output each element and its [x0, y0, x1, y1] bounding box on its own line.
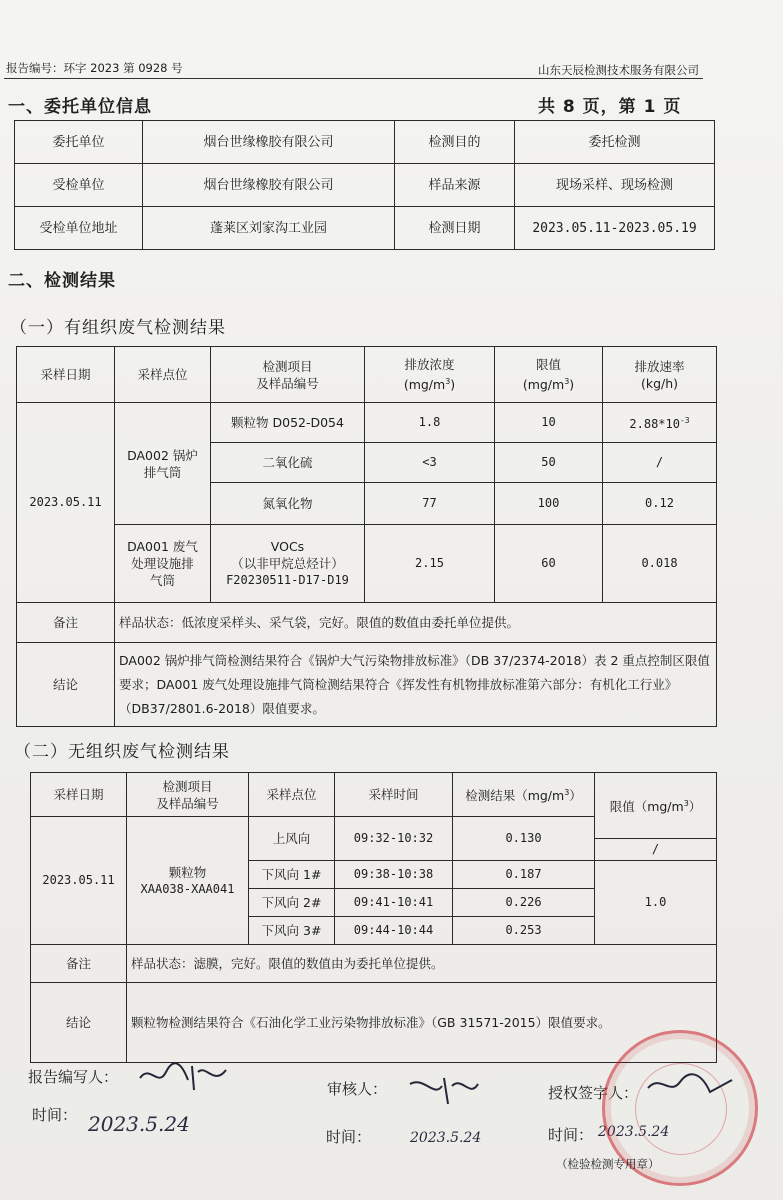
unit-close: ） [569, 788, 582, 804]
limit-cell: / [595, 839, 717, 861]
remark-label: 备注 [17, 603, 115, 643]
result-cell: 0.253 [453, 917, 595, 945]
approver-label: 授权签字人： [548, 1084, 639, 1102]
result-cell: 0.130 [453, 817, 595, 861]
label-cell: 检测日期 [395, 207, 515, 250]
column-header [453, 773, 595, 817]
table-row [17, 403, 717, 443]
header-line: 排放速率 [634, 358, 685, 374]
point-line: 气筒 [149, 573, 175, 588]
remark-label: 备注 [31, 945, 127, 983]
time-cell: 09:38-10:38 [335, 861, 453, 889]
conclusion-text: 颗粒物检测结果符合《石油化学工业污染物排放标准》（GB 31571-2015）限值要求。 [127, 983, 717, 1063]
company-name: 山东天辰检测技术服务有限公司 [538, 63, 699, 77]
item-line: 颗粒物 [168, 864, 207, 880]
writer-date: 2023.5.24 [88, 1112, 190, 1136]
unit-superscript: 3 [564, 788, 570, 798]
result-cell: 0.226 [453, 889, 595, 917]
remark-row [31, 945, 717, 983]
conclusion-row [17, 643, 717, 727]
rate-cell: / [603, 443, 717, 483]
unit-superscript: 3 [564, 376, 570, 386]
point-cell: 上风向 [249, 817, 335, 861]
unit-text: (mg/m [403, 377, 446, 393]
column-header [595, 773, 717, 839]
item-line: F20230511-D17-D19 [226, 573, 349, 587]
remark-row [17, 603, 717, 643]
client-info-table [14, 120, 715, 250]
item-cell [211, 525, 365, 603]
writer-time-label: 时间： [32, 1106, 78, 1124]
column-header [211, 347, 365, 403]
header-line: (kg/h) [640, 375, 679, 391]
header-line: 检测项目 [262, 358, 313, 374]
conc-cell: 1.8 [365, 403, 495, 443]
item-cell [127, 817, 249, 945]
column-header: 采样点位 [115, 347, 211, 403]
stamp-note: （检验检测专用章） [556, 1157, 660, 1171]
column-header [603, 347, 717, 403]
column-header [365, 347, 495, 403]
rate-cell [603, 403, 717, 443]
conc-cell: 77 [365, 483, 495, 525]
rate-cell: 0.018 [603, 525, 717, 603]
conc-cell: 2.15 [365, 525, 495, 603]
header-divider [4, 78, 703, 79]
subsection2-title: （二）无组织废气检测结果 [14, 742, 230, 762]
conc-cell: <3 [365, 443, 495, 483]
limit-cell: 50 [495, 443, 603, 483]
value-cell: 委托检测 [515, 121, 715, 164]
value-cell: 现场采样、现场检测 [515, 164, 715, 207]
point-cell: 下风向 3# [249, 917, 335, 945]
remark-text: 样品状态：低浓度采样头、采气袋，完好。限值的数值由委托单位提供。 [115, 603, 717, 643]
label-cell: 受检单位 [15, 164, 143, 207]
column-header [495, 347, 603, 403]
reviewer-date: 2023.5.24 [410, 1130, 482, 1146]
limit-cell: 100 [495, 483, 603, 525]
conclusion-row [31, 983, 717, 1063]
header-text: 限值（mg/m [609, 799, 684, 815]
point-cell [115, 403, 211, 525]
value-cell: 烟台世缘橡胶有限公司 [143, 121, 395, 164]
time-cell: 09:41-10:41 [335, 889, 453, 917]
column-header [127, 773, 249, 817]
header-line: 检测项目 [162, 778, 213, 794]
header-line: 限值 [535, 356, 561, 372]
item-cell: 二氧化硫 [211, 443, 365, 483]
value-cell: 烟台世缘橡胶有限公司 [143, 164, 395, 207]
table-row [15, 207, 715, 250]
result-cell: 0.187 [453, 861, 595, 889]
rate-exponent: -3 [679, 416, 690, 425]
table-header-row [31, 773, 717, 817]
reviewer-signature [404, 1068, 482, 1108]
point-line: 排气筒 [143, 464, 182, 480]
point-line: DA001 废气 [127, 539, 198, 554]
subsection1-title: （一）有组织废气检测结果 [10, 318, 226, 338]
unit-text: (mg/m [522, 377, 565, 393]
header-line: 排放浓度 [404, 356, 455, 372]
rate-cell: 0.12 [603, 483, 717, 525]
unit-superscript: 3 [445, 376, 451, 386]
writer-label: 报告编写人： [28, 1068, 119, 1086]
page-count: 共 8 页，第 1 页 [538, 97, 682, 117]
column-header: 采样时间 [335, 773, 453, 817]
reviewer-time-label: 时间： [326, 1128, 372, 1146]
reviewer-label: 审核人： [327, 1080, 388, 1098]
column-header: 采样日期 [17, 347, 115, 403]
section1-title: 一、委托单位信息 [8, 97, 152, 117]
header-line [369, 373, 490, 393]
approver-date: 2023.5.24 [598, 1124, 670, 1140]
unit-close: ） [688, 799, 702, 815]
sample-date-cell: 2023.05.11 [17, 403, 115, 603]
header-line [499, 373, 598, 393]
table-row [17, 525, 717, 603]
header-line: 及样品编号 [156, 795, 219, 811]
value-cell: 蓬莱区刘家沟工业园 [143, 207, 395, 250]
point-line: 处理设施排 [131, 556, 194, 571]
label-cell: 受检单位地址 [15, 207, 143, 250]
fugitive-emission-table [30, 772, 717, 1063]
limit-cell: 10 [495, 403, 603, 443]
point-cell [115, 525, 211, 603]
point-cell: 下风向 2# [249, 889, 335, 917]
conclusion-label: 结论 [31, 983, 127, 1063]
item-line: XAA038-XAA041 [140, 881, 235, 896]
value-cell: 2023.05.11-2023.05.19 [515, 207, 715, 250]
remark-text: 样品状态：滤膜，完好。限值的数值由为委托单位提供。 [127, 945, 717, 983]
time-cell: 09:32-10:32 [335, 817, 453, 861]
limit-cell: 60 [495, 525, 603, 603]
approver-time-label: 时间： [548, 1126, 594, 1144]
report-number: 报告编号：环字 2023 第 0928 号 [6, 61, 183, 75]
header-text: 检测结果（mg/m [465, 788, 565, 804]
conclusion-label: 结论 [17, 643, 115, 727]
table-row [15, 121, 715, 164]
label-cell: 检测目的 [395, 121, 515, 164]
conclusion-text: DA002 锅炉排气筒检测结果符合《锅炉大气污染物排放标准》（DB 37/2374-2018）表 2 重点控制区限值要求；DA001 废气处理设施排气筒检测结果符合《挥发性有机物排放标准第六部分：有机化工行业》（DB37/2801.6-2018）限值要求。 [115, 643, 717, 727]
item-cell: 氮氧化物 [211, 483, 365, 525]
point-line: DA002 锅炉 [127, 447, 198, 463]
item-line: （以非甲烷总烃计） [231, 556, 344, 571]
column-header: 采样日期 [31, 773, 127, 817]
point-cell: 下风向 1# [249, 861, 335, 889]
item-line: VOCs [270, 539, 305, 554]
section2-title: 二、检测结果 [8, 271, 116, 291]
table-header-row [17, 347, 717, 403]
header-line: 及样品编号 [256, 375, 319, 391]
item-cell: 颗粒物 D052-D054 [211, 403, 365, 443]
label-cell: 委托单位 [15, 121, 143, 164]
table-row [15, 164, 715, 207]
column-header: 采样点位 [249, 773, 335, 817]
unit-superscript: 3 [683, 799, 689, 809]
organized-emission-table [16, 346, 717, 727]
writer-signature [136, 1058, 232, 1094]
time-cell: 09:44-10:44 [335, 917, 453, 945]
rate-value: 2.88*10 [629, 417, 680, 431]
label-cell: 样品来源 [395, 164, 515, 207]
unit-close: ) [450, 377, 456, 393]
limit-cell: 1.0 [595, 861, 717, 945]
sample-date-cell: 2023.05.11 [31, 817, 127, 945]
unit-close: ) [569, 377, 575, 393]
seal-inner-ring [635, 1063, 727, 1155]
